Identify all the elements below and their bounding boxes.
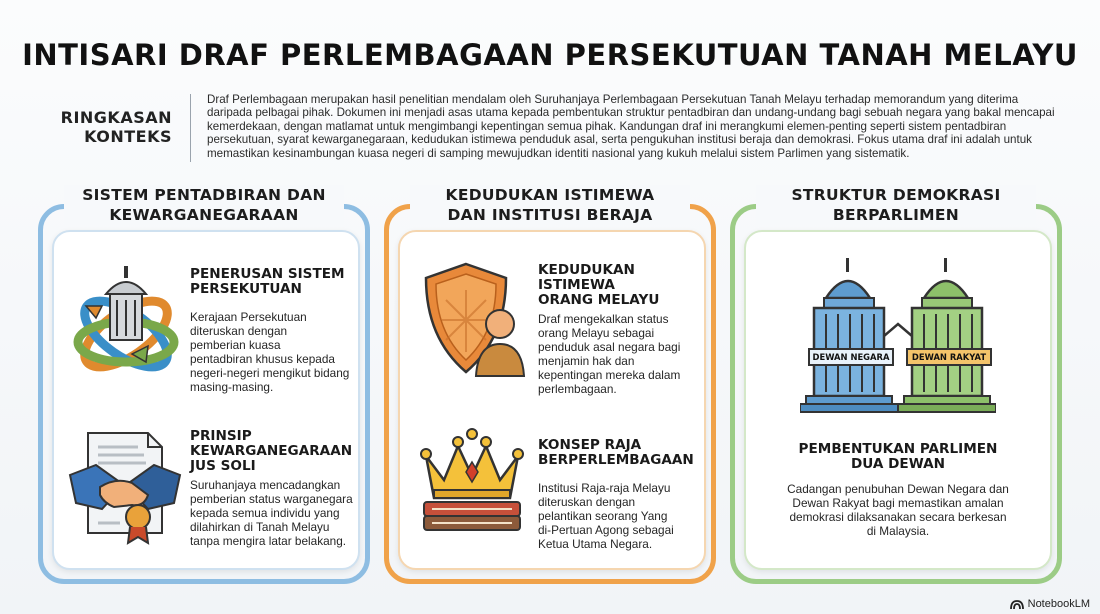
- item-text-line: Suruhanjaya mencadangkan: [190, 478, 341, 492]
- summary-divider: [190, 94, 191, 162]
- federal-system-icon: [72, 262, 180, 388]
- section-title-line: KEWARGANEGARAAN: [109, 206, 299, 224]
- item-text-line: penduduk asal negara bagi: [538, 340, 681, 354]
- section-title-line: STRUKTUR DEMOKRASI: [791, 186, 1001, 204]
- brand-watermark: [1010, 598, 1090, 610]
- item-text-line: negeri-negeri mengikut bidang: [190, 366, 350, 380]
- item-text-line: menjamin hak dan: [538, 354, 635, 368]
- item-title-line: PERSEKUTUAN: [190, 281, 302, 297]
- item-text-bicameral-parliament: [760, 482, 1036, 538]
- brand-name: NotebookLM: [1027, 598, 1090, 610]
- item-title-line: DUA DEWAN: [850, 456, 945, 472]
- item-text-line: kepada semua individu yang: [190, 506, 340, 520]
- item-text-jus-soli: [190, 478, 353, 548]
- item-text-line: perlembagaan.: [538, 382, 617, 396]
- item-text-special-position: [538, 312, 680, 396]
- item-title-federal-system: [190, 267, 345, 297]
- parliament-buildings-icon: [800, 254, 996, 416]
- summary-label-line1: RINGKASAN: [60, 108, 172, 127]
- item-title-line: JUS SOLI: [190, 458, 256, 474]
- item-text-line: Cadangan penubuhan Dewan Negara dan: [787, 482, 1009, 496]
- shield-person-icon: [414, 260, 532, 380]
- item-text-line: Dewan Rakyat bagi memastikan amalan: [792, 496, 1004, 510]
- item-title-line: ISTIMEWA: [538, 277, 615, 293]
- section-title-democracy: [756, 185, 1036, 225]
- crown-book-icon: [416, 428, 528, 538]
- item-text-line: di-Pertuan Agong sebagai: [538, 523, 674, 537]
- item-title-special-position: [538, 263, 659, 308]
- item-text-line: kepentingan mereka dalam: [538, 368, 681, 382]
- item-text-line: pelantikan seorang Yang: [538, 509, 668, 523]
- item-text-federal-system: [190, 310, 349, 394]
- item-text-line: demokrasi dilaksanakan secara berkesan: [789, 510, 1007, 524]
- item-text-line: pemberian status warganegara: [190, 492, 353, 506]
- item-text-line: Institusi Raja-raja Melayu: [538, 481, 671, 495]
- item-title-line: PEMBENTUKAN PARLIMEN: [798, 441, 998, 457]
- item-text-line: diteruskan dengan: [538, 495, 636, 509]
- summary-text: Draf Perlembagaan merupakan hasil penelitian mendalam oleh Suruhanjaya Perlembagaan Persekutuan Tanah Melayu terhadap memorandum yang diterima daripada pelbagai pihak. Dokumen ini menjadi asas utama kepada pembentukan struktur pentadbiran dan undang-undang bagi sebuah negara yang bakal mencapai kemerdekaan, dengan matlamat untuk mengimbangi kepentingan semua pihak. Kandungan draf ini merangkumi elemen-penting seperti sistem pentadbiran persekutuan, syarat kewarganegaraan, kedudukan istimewa penduduk asal, serta pengukuhan institusi beraja dan demokrasi. Fokus utama draf ini adalah untuk memastikan kesinambungan kuasa negeri di samping mewujudkan identiti nasional yang kukuh melalui sistem Parlimen yang sistematik.: [207, 93, 1055, 160]
- building-label-dewan-rakyat: DEWAN RAKYAT: [906, 348, 992, 366]
- item-text-line: pemberian kuasa: [190, 338, 281, 352]
- item-text-line: Ketua Utama Negara.: [538, 537, 653, 551]
- section-title-line: SISTEM PENTADBIRAN DAN: [82, 186, 326, 204]
- item-title-line: ORANG MELAYU: [538, 292, 660, 308]
- item-title-jus-soli: [190, 429, 352, 474]
- section-title-special-position: [410, 185, 690, 225]
- item-text-line: diteruskan dengan: [190, 324, 288, 338]
- item-title-bicameral-parliament: [760, 442, 1036, 472]
- item-text-line: Kerajaan Persekutuan: [190, 310, 307, 324]
- section-title-line: KEDUDUKAN ISTIMEWA: [445, 186, 655, 204]
- item-text-line: di Malaysia.: [866, 524, 930, 538]
- item-title-line: BERPERLEMBAGAAN: [538, 452, 694, 468]
- item-text-line: masing-masing.: [190, 380, 274, 394]
- section-title-line: DAN INSTITUSI BERAJA: [447, 206, 653, 224]
- notebooklm-logo-icon: [1010, 598, 1024, 610]
- page-title: INTISARI DRAF PERLEMBAGAAN PERSEKUTUAN TANAH MELAYU: [22, 38, 1078, 72]
- section-title-line: BERPARLIMEN: [832, 206, 960, 224]
- item-title-line: KEWARGANEGARAAN: [190, 443, 353, 459]
- item-title-line: KEDUDUKAN: [538, 262, 635, 278]
- section-title-administration: [64, 185, 344, 225]
- summary-label-line2: KONTEKS: [84, 127, 172, 146]
- item-title-line: PRINSIP: [190, 428, 252, 444]
- item-title-line: PENERUSAN SISTEM: [190, 266, 345, 282]
- item-text-line: tanpa mengira latar belakang.: [190, 534, 347, 548]
- item-text-constitutional-monarchy: [538, 481, 674, 551]
- parliament-buildings-graphic: [800, 254, 996, 416]
- item-title-line: KONSEP RAJA: [538, 437, 642, 453]
- building-label-dewan-negara: DEWAN NEGARA: [808, 348, 894, 366]
- item-text-line: pentadbiran khusus kepada: [190, 352, 335, 366]
- summary-label: [40, 108, 172, 146]
- item-title-constitutional-monarchy: [538, 438, 694, 468]
- item-text-line: orang Melayu sebagai: [538, 326, 655, 340]
- item-text-line: dilahirkan di Tanah Melayu: [190, 520, 330, 534]
- handshake-certificate-icon: [66, 425, 184, 545]
- item-text-line: Draf mengekalkan status: [538, 312, 669, 326]
